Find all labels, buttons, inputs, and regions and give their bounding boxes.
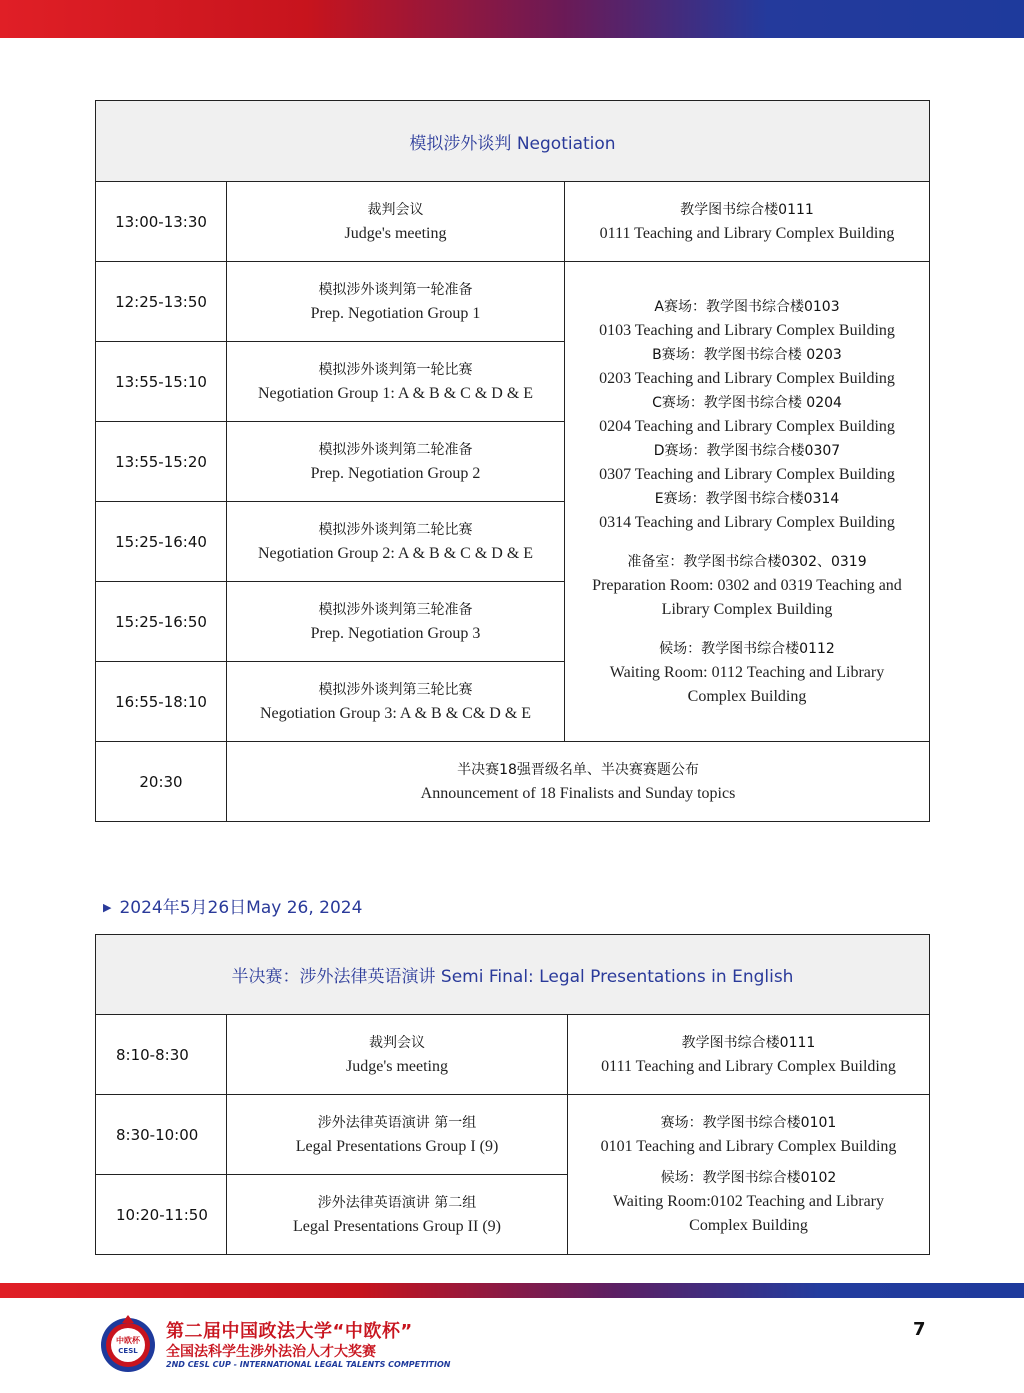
venue-e-en: 0314 Teaching and Library Complex Building bbox=[599, 513, 895, 531]
event-zh: 模拟涉外谈判第二轮比赛 bbox=[318, 521, 473, 538]
time-cell: 20:30 bbox=[96, 742, 227, 822]
event-en: Judge's meeting bbox=[344, 224, 447, 242]
location-zh: 教学图书综合楼0111 bbox=[680, 201, 814, 218]
announcement-zh: 半决赛18强晋级名单、半决赛赛题公布 bbox=[457, 761, 699, 778]
venue-d-en: 0307 Teaching and Library Complex Building bbox=[599, 465, 895, 483]
event-en: Prep. Negotiation Group 2 bbox=[310, 464, 481, 482]
event-cell bbox=[227, 662, 565, 742]
waiting-zh: 候场：教学图书综合楼0102 bbox=[660, 1170, 837, 1186]
location-zh: 教学图书综合楼0111 bbox=[681, 1034, 816, 1051]
venue-c-en: 0204 Teaching and Library Complex Building bbox=[599, 417, 895, 435]
time-cell: 10:20-11:50 bbox=[96, 1175, 227, 1255]
event-cell bbox=[227, 182, 565, 262]
event-zh: 模拟涉外谈判第一轮比赛 bbox=[318, 361, 473, 378]
logo-text-bottom: CESL bbox=[118, 1347, 138, 1355]
footer-subtitle: 全国法科学生涉外法治人才大奖赛 bbox=[166, 1344, 376, 1360]
event-zh: 裁判会议 bbox=[369, 1034, 425, 1051]
time-cell: 13:00-13:30 bbox=[96, 182, 227, 262]
waiting-room-en: Waiting Room: 0112 Teaching and Library Complex Building bbox=[609, 663, 885, 705]
event-en: Negotiation Group 1: A & B & C & D & E bbox=[257, 384, 534, 402]
event-zh: 涉外法律英语演讲 第二组 bbox=[317, 1194, 477, 1211]
time-cell: 16:55-18:10 bbox=[96, 662, 227, 742]
top-banner-bar bbox=[0, 0, 1024, 38]
time-cell: 13:55-15:10 bbox=[96, 342, 227, 422]
bottom-banner-bar bbox=[0, 1283, 1024, 1298]
venue-zh: 赛场：教学图书综合楼0101 bbox=[660, 1115, 837, 1131]
event-cell bbox=[227, 582, 565, 662]
event-zh: 模拟涉外谈判第三轮准备 bbox=[318, 601, 473, 618]
waiting-room-zh: 候场：教学图书综合楼0112 bbox=[659, 640, 835, 657]
table-row bbox=[96, 182, 930, 262]
cesl-cup-logo bbox=[98, 1311, 162, 1375]
negotiation-table-title: 模拟涉外谈判 Negotiation bbox=[96, 101, 930, 182]
venue-b-zh: B赛场：教学图书综合楼 0203 bbox=[652, 346, 842, 363]
venue-a-zh: A赛场：教学图书综合楼0103 bbox=[654, 298, 840, 315]
time-cell: 8:30-10:00 bbox=[96, 1095, 227, 1175]
event-en: Legal Presentations Group II (9) bbox=[293, 1217, 501, 1235]
event-cell bbox=[227, 1175, 568, 1255]
prep-room-zh: 准备室：教学图书综合楼0302、0319 bbox=[627, 553, 867, 570]
negotiation-schedule-table bbox=[95, 100, 930, 822]
location-en: 0111 Teaching and Library Complex Building bbox=[601, 1057, 896, 1075]
time-cell: 12:25-13:50 bbox=[96, 262, 227, 342]
event-zh: 裁判会议 bbox=[367, 201, 424, 218]
event-cell bbox=[227, 342, 565, 422]
table-row bbox=[96, 262, 930, 342]
event-en: Negotiation Group 3: A & B & C& D & E bbox=[259, 704, 532, 722]
venue-c-zh: C赛场：教学图书综合楼 0204 bbox=[652, 394, 842, 411]
venue-en: 0101 Teaching and Library Complex Building bbox=[600, 1138, 897, 1155]
location-cell bbox=[568, 1015, 930, 1095]
date-heading bbox=[103, 893, 362, 918]
venue-b-en: 0203 Teaching and Library Complex Building bbox=[599, 369, 895, 387]
time-cell: 13:55-15:20 bbox=[96, 422, 227, 502]
location-en: 0111 Teaching and Library Complex Building bbox=[599, 224, 895, 242]
venue-a-en: 0103 Teaching and Library Complex Building bbox=[599, 321, 895, 339]
footer-title: 第二届中国政法大学“中欧杯” bbox=[166, 1321, 413, 1342]
event-cell bbox=[227, 1095, 568, 1175]
event-en: Prep. Negotiation Group 3 bbox=[310, 624, 481, 642]
table-row bbox=[96, 742, 930, 822]
venue-e-zh: E赛场：教学图书综合楼0314 bbox=[654, 490, 840, 507]
event-zh: 模拟涉外谈判第二轮准备 bbox=[318, 441, 473, 458]
location-cell bbox=[565, 182, 930, 262]
time-cell: 15:25-16:50 bbox=[96, 582, 227, 662]
venues-cell bbox=[568, 1095, 930, 1255]
venue-d-zh: D赛场：教学图书综合楼0307 bbox=[653, 442, 841, 459]
semi-final-table-title: 半决赛：涉外法律英语演讲 Semi Final: Legal Presentations in English bbox=[96, 935, 930, 1015]
event-en: Judge's meeting bbox=[346, 1057, 448, 1075]
prep-room-en: Preparation Room: 0302 and 0319 Teaching and Library Complex Building bbox=[592, 576, 902, 618]
page-number: 7 bbox=[913, 1319, 926, 1340]
venues-cell bbox=[565, 262, 930, 742]
event-cell bbox=[227, 262, 565, 342]
event-zh: 模拟涉外谈判第一轮准备 bbox=[318, 281, 473, 298]
time-cell: 8:10-8:30 bbox=[96, 1015, 227, 1095]
date-heading-text: 2024年5月26日May 26, 2024 bbox=[119, 898, 363, 918]
event-en: Negotiation Group 2: A & B & C & D & E bbox=[257, 544, 534, 562]
time-cell: 15:25-16:40 bbox=[96, 502, 227, 582]
event-cell bbox=[227, 502, 565, 582]
table-row bbox=[96, 1015, 930, 1095]
announcement-en: Announcement of 18 Finalists and Sunday topics bbox=[420, 784, 736, 802]
event-en: Prep. Negotiation Group 1 bbox=[310, 304, 481, 322]
event-zh: 模拟涉外谈判第三轮比赛 bbox=[318, 681, 473, 698]
event-cell bbox=[227, 1015, 568, 1095]
waiting-en: Waiting Room:0102 Teaching and Library Complex Building bbox=[612, 1193, 884, 1234]
announcement-cell bbox=[227, 742, 930, 822]
footer-tagline: 2ND CESL CUP - INTERNATIONAL LEGAL TALENTS COMPETITION bbox=[166, 1360, 451, 1369]
logo-text-top: 中欧杯 bbox=[116, 1336, 140, 1345]
semi-final-schedule-table bbox=[95, 934, 930, 1255]
triangle-bullet-icon: ▶ bbox=[103, 901, 112, 914]
table-row bbox=[96, 1095, 930, 1175]
event-zh: 涉外法律英语演讲 第一组 bbox=[317, 1114, 477, 1131]
event-en: Legal Presentations Group I (9) bbox=[295, 1137, 499, 1155]
event-cell bbox=[227, 422, 565, 502]
